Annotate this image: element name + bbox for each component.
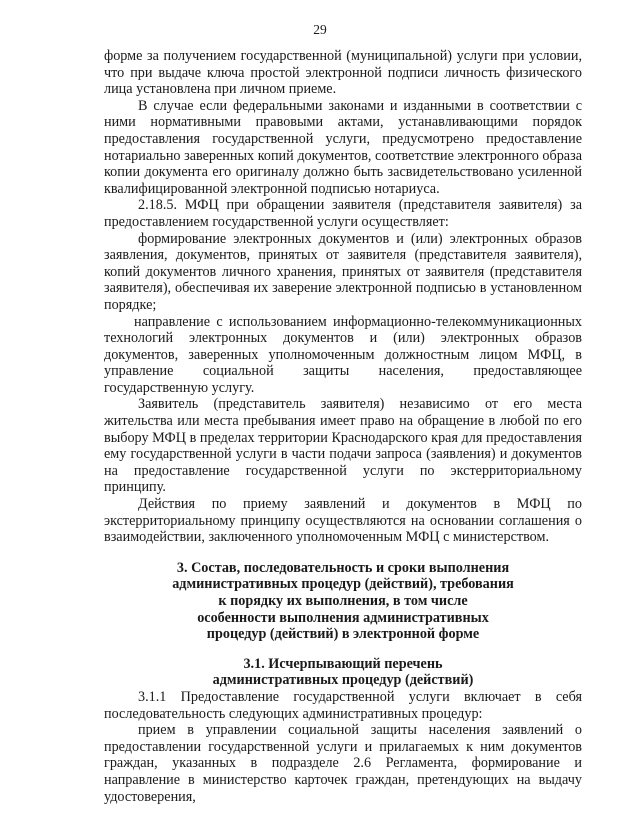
- document-body: [104, 48, 582, 805]
- section-3-1-heading: [104, 656, 582, 689]
- page-number: 29: [313, 22, 327, 37]
- paragraph-applicant-rights: Заявитель (представитель заявителя) независимо от его места жительства или места пребывания имеет право на обращение в любой по его выбору МФЦ в пределах территории Краснодарского края для предоставления ему государственной услуги в части подачи запроса (заявления) и документов на предоставление государственной услуги по экстерриториальному принципу.: [104, 396, 582, 496]
- paragraph-2-18-5: 2.18.5. МФЦ при обращении заявителя (представителя заявителя) за предоставлением государственной услуги осуществляет:: [104, 197, 582, 230]
- heading-line: административных процедур (действий): [212, 672, 474, 689]
- heading-line: процедур (действий) в электронной форме: [206, 626, 480, 643]
- heading-line: особенности выполнения административных: [197, 609, 489, 626]
- heading-line: 3. Состав, последовательность и сроки выполнения: [176, 559, 510, 576]
- paragraph-continuation: форме за получением государственной (муниципальной) услуги при условии, что при выдаче ключа простой электронной подписи личность физического лица установлена при личном приеме.: [104, 48, 582, 98]
- heading-line: административных процедур (действий), требования: [172, 576, 514, 593]
- paragraph-extraterritorial: Действия по приему заявлений и документов в МФЦ по экстерриториальному принципу осуществляются на основании соглашения о взаимодействии, заключенного уполномоченным МФЦ с министерством.: [104, 496, 582, 546]
- heading-line: к порядку их выполнения, в том числе: [218, 593, 468, 609]
- section-3-heading: [104, 560, 582, 643]
- paragraph-sending-documents: направление с использованием информационно-телекоммуникационных технологий электронных документов и (или) электронных образов документов, заверенных уполномоченным должностным лицом МФЦ, в управление социальной защиты населения, предоставляющее государственную услугу.: [104, 313, 582, 396]
- paragraph-3-1-1: 3.1.1 Предоставление государственной услуги включает в себя последовательность следующих административных процедур:: [104, 688, 582, 722]
- heading-line: 3.1. Исчерпывающий перечень: [243, 655, 443, 672]
- paragraph-electronic-documents: формирование электронных документов и (или) электронных образов заявления, документов, принятых от заявителя (представителя заявителя), копий документов личного хранения, принятых от заявителя (представителя заявителя), обеспечивая их заверение электронной подписью в установленном порядке;: [104, 230, 582, 313]
- paragraph-notary-copies: В случае если федеральными законами и изданными в соответствии с ними нормативными правовыми актами, устанавливающими порядок предоставления государственной услуги, предусмотрено предоставление нотариально заверенных копий документов, соответствие электронного образа копии документа его оригиналу должно быть засвидетельствовано усиленной квалифицированной электронной подписью нотариуса.: [104, 97, 582, 197]
- paragraph-procedure-reception: прием в управлении социальной защиты населения заявлений о предоставлении государственной услуги и прилагаемых к ним документов граждан, указанных в подразделе 2.6 Регламента, формирование и направление в министерство карточек граждан, претендующих на выдачу удостоверения,: [104, 722, 582, 805]
